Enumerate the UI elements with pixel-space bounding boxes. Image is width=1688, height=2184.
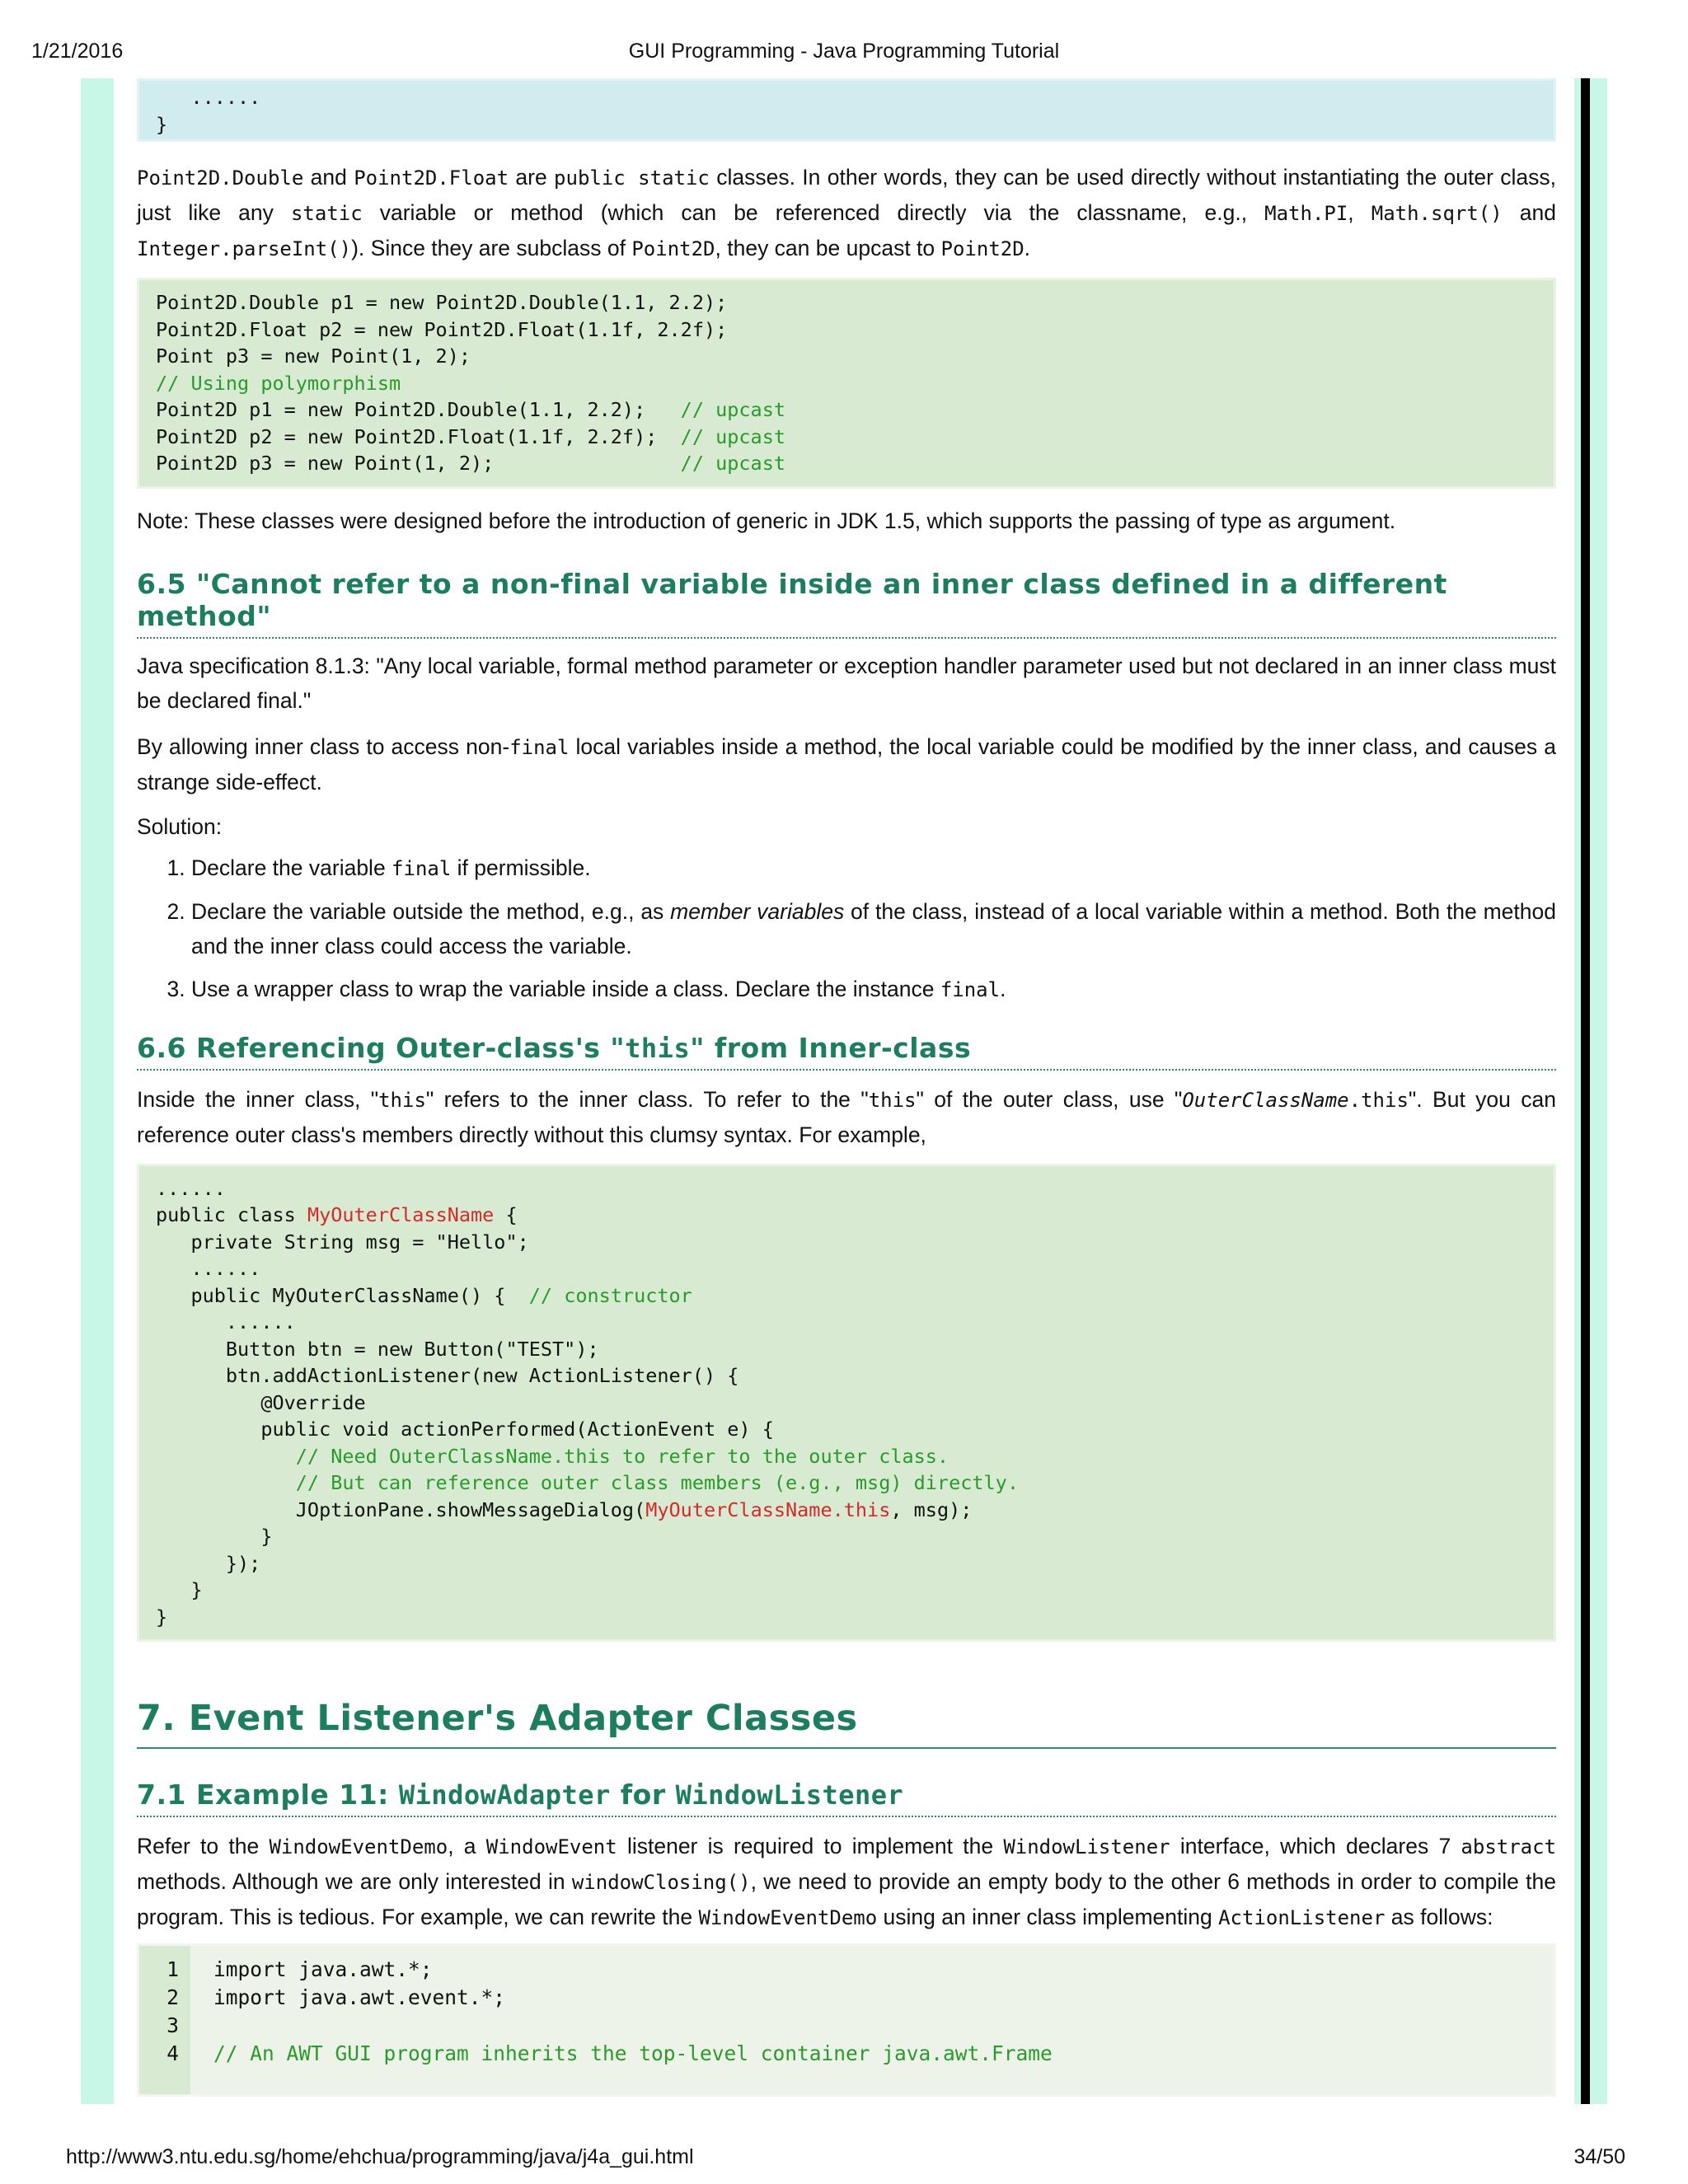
code-comment: // Need OuterClassName.this to refer to the outer class.	[156, 1444, 950, 1468]
page-content	[114, 78, 1574, 2104]
inline-code: static	[290, 202, 363, 225]
line-number: 2	[166, 1985, 179, 2009]
inline-code: public static	[554, 166, 710, 190]
text: methods. Although we are only interested in	[137, 1869, 572, 1894]
paragraph-point2d	[137, 160, 1556, 266]
text: , they can be upcast to	[715, 236, 941, 260]
text: .	[1000, 976, 1006, 1001]
text: if permissible.	[451, 855, 591, 880]
text: " of the outer class, use "	[916, 1086, 1183, 1112]
line-number-gutter	[139, 1946, 190, 2094]
text: ". But you can reference outer class's members directly without this clumsy syntax. For example,	[137, 1086, 1556, 1147]
text: Inside the inner class, "	[137, 1086, 379, 1112]
text: ,	[1348, 200, 1372, 225]
inline-code: Math.sqrt()	[1371, 202, 1503, 225]
code-line: @Override	[156, 1390, 366, 1414]
code-line: });	[156, 1551, 261, 1575]
text: .	[1024, 236, 1031, 260]
heading-code: WindowListener	[675, 1779, 904, 1811]
code-line: }	[156, 1525, 273, 1548]
text: of the class, instead of a local variable within a method. Both the method and the inner class could access the variable.	[191, 898, 1556, 958]
line-number: 3	[166, 2013, 179, 2037]
text: are	[509, 165, 555, 190]
code-block-fragment	[137, 78, 1556, 142]
inline-code: Point2D.Double	[137, 166, 304, 190]
inline-code: this	[868, 1088, 917, 1112]
text: Use a wrapper class to wrap the variable inside a class. Declare the instance	[191, 976, 940, 1001]
text: " refers to the inner class. To refer to the "	[425, 1086, 869, 1112]
code-line: Button btn = new Button("TEST");	[156, 1337, 599, 1361]
heading-text: 6.6 Referencing Outer-class's "	[137, 1031, 626, 1064]
text: Declare the variable	[191, 855, 392, 880]
inline-code: ActionListener	[1218, 1906, 1386, 1929]
code-line: }	[156, 1578, 203, 1601]
scroll-edge-bar	[1581, 78, 1590, 2104]
inline-code: .this	[1348, 1088, 1409, 1112]
inline-code: WindowListener	[1003, 1835, 1170, 1858]
code-line: private String msg = "Hello";	[156, 1230, 529, 1254]
text: listener is required to implement the	[617, 1834, 1004, 1858]
code-comment: // But can reference outer class members (e.g., msg) directly.	[156, 1471, 1019, 1494]
inline-code-italic: OuterClassName	[1182, 1088, 1349, 1112]
code-line: , msg);	[890, 1497, 973, 1521]
code-line: Point p3 = new Point(1, 2);	[156, 344, 471, 368]
page-footer-url[interactable]: http://www3.ntu.edu.sg/home/ehchua/programming/java/j4a_gui.html	[66, 2145, 694, 2168]
code-comment: // upcast	[680, 452, 786, 475]
inline-code: this	[378, 1088, 426, 1112]
page-footer-page-number: 34/50	[1573, 2145, 1625, 2168]
list-item	[191, 972, 1556, 1007]
text: using an inner class implementing	[877, 1905, 1219, 1929]
text: , we need to provide an empty body to the other 6 methods in order to compile the program. This is tedious. For example, we can rewrite the	[137, 1869, 1556, 1929]
inline-code: final	[509, 735, 570, 759]
chapter-heading-7: 7. Event Listener's Adapter Classes	[137, 1698, 1556, 1749]
page-header-date: 1/21/2016	[31, 40, 124, 63]
page-header-title: GUI Programming - Java Programming Tutorial	[628, 40, 1060, 63]
text: Refer to the	[137, 1834, 270, 1858]
code-highlight: MyOuterClassName	[307, 1203, 495, 1226]
code-line: JOptionPane.showMessageDialog(	[156, 1497, 646, 1521]
inline-code: WindowEvent	[485, 1835, 617, 1858]
line-number: 1	[166, 1957, 179, 1981]
text: By allowing inner class to access non-	[137, 733, 510, 759]
text: Declare the variable outside the method, e.g., as	[191, 898, 671, 924]
code-line: {	[494, 1203, 518, 1226]
code-comment: // upcast	[680, 424, 786, 448]
code-line: btn.addActionListener(new ActionListener() {	[156, 1364, 739, 1387]
heading-code: this	[625, 1032, 691, 1064]
heading-text: 7.1 Example 11:	[137, 1779, 399, 1811]
code-line	[213, 2012, 1053, 2040]
code-line: }	[156, 112, 168, 136]
paragraph-outer-this	[137, 1082, 1556, 1152]
code-line: Point2D.Float p2 = new Point2D.Float(1.1f, 2.2f);	[156, 317, 728, 341]
heading-text: " from Inner-class	[690, 1031, 972, 1064]
text: variable or method (which can be referenced directly via the classname, e.g.,	[362, 200, 1265, 225]
paragraph-java-spec: Java specification 8.1.3: "Any local variable, formal method parameter or exception handler parameter used but not declared in an inner class must be declared final."	[137, 653, 1556, 713]
inline-code: Math.PI	[1264, 202, 1348, 225]
list-item	[191, 851, 1556, 886]
text: , a	[448, 1834, 486, 1858]
solution-label: Solution:	[137, 813, 223, 839]
code-line: ......	[156, 86, 261, 109]
code-line: Point2D p3 = new Point(1, 2);	[156, 452, 681, 475]
inline-code: WindowEventDemo	[698, 1906, 878, 1929]
text: as follows:	[1385, 1905, 1493, 1929]
inline-code: Integer.parseInt()	[137, 237, 352, 260]
code-line: ......	[156, 1176, 226, 1200]
code-line: ......	[156, 1257, 261, 1280]
inline-code: final	[940, 977, 1001, 1001]
heading-text: for	[610, 1779, 676, 1811]
list-item	[191, 894, 1556, 963]
code-listing-numbered	[137, 1943, 1556, 2097]
text: local variables inside a method, the local variable could be modified by the inner class, and causes a strange side-effect.	[137, 733, 1556, 794]
code-comment: // Using polymorphism	[156, 371, 401, 395]
code-comment: // constructor	[528, 1283, 692, 1307]
code-line: public MyOuterClassName() {	[156, 1283, 529, 1307]
code-line: import java.awt.event.*;	[213, 1985, 506, 2009]
heading-code: WindowAdapter	[398, 1779, 611, 1811]
listing-code	[190, 1946, 1053, 2094]
paragraph-note: Note: These classes were designed before the introduction of generic in JDK 1.5, which supports the passing of type as argument.	[137, 508, 1396, 533]
inline-code: WindowEventDemo	[269, 1835, 448, 1858]
inline-code: Point2D	[631, 237, 715, 260]
section-heading-7-1	[137, 1779, 1556, 1817]
section-heading-6-6	[137, 1032, 1556, 1071]
line-number: 4	[166, 2041, 179, 2065]
code-line: Point2D.Double p1 = new Point2D.Double(1.1, 2.2);	[156, 291, 728, 314]
emphasis: member variables	[670, 898, 845, 924]
code-line: ......	[156, 1310, 296, 1333]
text: interface, which declares 7	[1170, 1834, 1461, 1858]
code-highlight: MyOuterClassName.this	[645, 1497, 891, 1521]
code-line: Point2D p2 = new Point2D.Float(1.1f, 2.2f);	[156, 424, 681, 448]
text: ). Since they are subclass of	[351, 236, 632, 260]
text: and	[1502, 200, 1556, 225]
paragraph-side-effect	[137, 729, 1556, 799]
text: and	[303, 165, 354, 190]
inline-code: Point2D.Float	[354, 166, 509, 190]
code-comment: // An AWT GUI program inherits the top-level container java.awt.Frame	[213, 2041, 1053, 2065]
inline-code: Point2D	[940, 237, 1025, 260]
paragraph-window-adapter	[137, 1829, 1556, 1935]
section-heading-6-5: 6.5 "Cannot refer to a non-final variable inside an inner class defined in a different method"	[137, 568, 1556, 639]
code-line: }	[156, 1605, 168, 1629]
code-block-outer-class	[137, 1164, 1556, 1643]
code-line: public class	[156, 1203, 307, 1226]
solution-list	[137, 851, 1556, 1007]
inline-code: windowClosing()	[571, 1871, 751, 1894]
code-line: import java.awt.*;	[213, 1957, 433, 1981]
inline-code: final	[392, 856, 452, 880]
code-line: public void actionPerformed(ActionEvent e) {	[156, 1418, 774, 1441]
code-comment: // upcast	[680, 398, 786, 421]
article-body	[137, 78, 1556, 2097]
text: classes. In other words, they can be used directly without instantiating the outer class, just like any	[137, 165, 1557, 225]
code-block-point2d	[137, 278, 1556, 489]
code-line: Point2D p1 = new Point2D.Double(1.1, 2.2);	[156, 398, 681, 421]
inline-code: abstract	[1461, 1835, 1557, 1858]
